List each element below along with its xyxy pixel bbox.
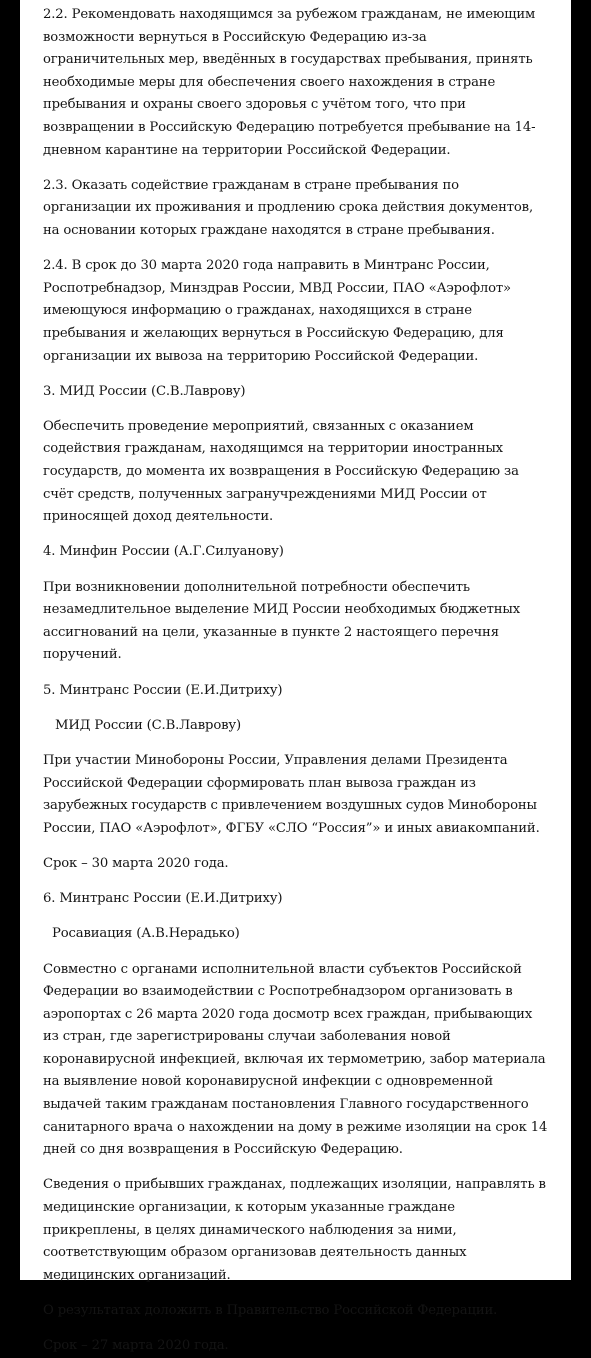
- paragraph-section-5: При участии Минобороны России, Управления делами Президента Российской Федерации сформировать план вывоза граждан из зарубежных государств с привлечением воздушных судов Минобороны России, ПАО «Аэрофлот», ФГБУ «СЛО “Россия”» и иных авиакомпаний.: [43, 752, 540, 836]
- heading-section-6-coexecutor: Росавиация (А.В.Нерадько): [52, 926, 240, 942]
- deadline-section-5: Срок – 30 марта 2020 года.: [43, 855, 229, 871]
- paragraph-2-4: 2.4. В срок до 30 марта 2020 года направить в Минтранс России, Роспотребнадзор, Минздрав России, МВД России, ПАО «Аэрофлот» имеющуюся информацию о гражданах, находящихся в стране пребывания и желающих вернуться в Российскую Федерацию, для организации их вывоза на территорию Российской Федерации.: [43, 258, 511, 364]
- heading-section-4: 4. Минфин России (А.Г.Силуанову): [43, 544, 284, 560]
- paragraph-2-2: 2.2. Рекомендовать находящимся за рубежом гражданам, не имеющим возможности вернуться в Российскую Федерацию из-за ограничительных мер, введённых в государствах пребывания, принять необходимые меры для обеспечения своего нахождения в стране пребывания и охраны своего здоровья с учётом того, что при возвращении в Российскую Федерацию потребуется пребывание на 14-дневном карантине на территории Российской Федерации.: [43, 7, 536, 158]
- heading-section-3: 3. МИД России (С.В.Лаврову): [43, 383, 246, 399]
- paragraph-section-6-b: Сведения о прибывших гражданах, подлежащих изоляции, направлять в медицинские организации, к которым указанные граждане прикреплены, в целях динамического наблюдения за ними, соответствующим образом организовав деятельность данных медицинских организаций.: [43, 1177, 546, 1283]
- heading-section-6: 6. Минтранс России (Е.И.Дитриху): [43, 891, 283, 907]
- paragraph-section-3: Обеспечить проведение мероприятий, связанных с оказанием содействия гражданам, находящимся на территории иностранных государств, до момента их возвращения в Российскую Федерацию за счёт средств, полученных загранучреждениями МИД России от приносящей доход деятельности.: [43, 418, 519, 525]
- paragraph-2-3: 2.3. Оказать содействие гражданам в стране пребывания по организации их проживания и продлению срока действия документов, на основании которых граждане находятся в стране пребывания.: [43, 177, 533, 238]
- paragraph-section-6-c: О результатах доложить в Правительство Российской Федерации.: [43, 1303, 498, 1318]
- heading-section-5-coexecutor: МИД России (С.В.Лаврову): [55, 717, 241, 733]
- paragraph-section-4: При возникновении дополнительной потребности обеспечить незамедлительное выделение МИД России необходимых бюджетных ассигнований на цели, указанные в пункте 2 настоящего перечня поручений.: [43, 579, 521, 663]
- deadline-section-6: Срок – 27 марта 2020 года.: [43, 1338, 229, 1354]
- heading-section-5: 5. Минтранс России (Е.И.Дитриху): [43, 682, 283, 698]
- paragraph-section-6-a: Совместно с органами исполнительной власти субъектов Российской Федерации во взаимодействии с Роспотребнадзором организовать в аэропортах с 26 марта 2020 года досмотр всех граждан, прибывающих из стран, где зарегистрированы случаи заболевания новой коронавирусной инфекцией, включая их термометрию, забор материала на выявление новой коронавирусной инфекции с одновременной выдачей таким гражданам постановления Главного государственного санитарного врача о нахождении на дому в режиме изоляции на срок 14 дней со дня возвращения в Российскую Федерацию.: [43, 961, 548, 1158]
- document-page: [20, 0, 571, 1354]
